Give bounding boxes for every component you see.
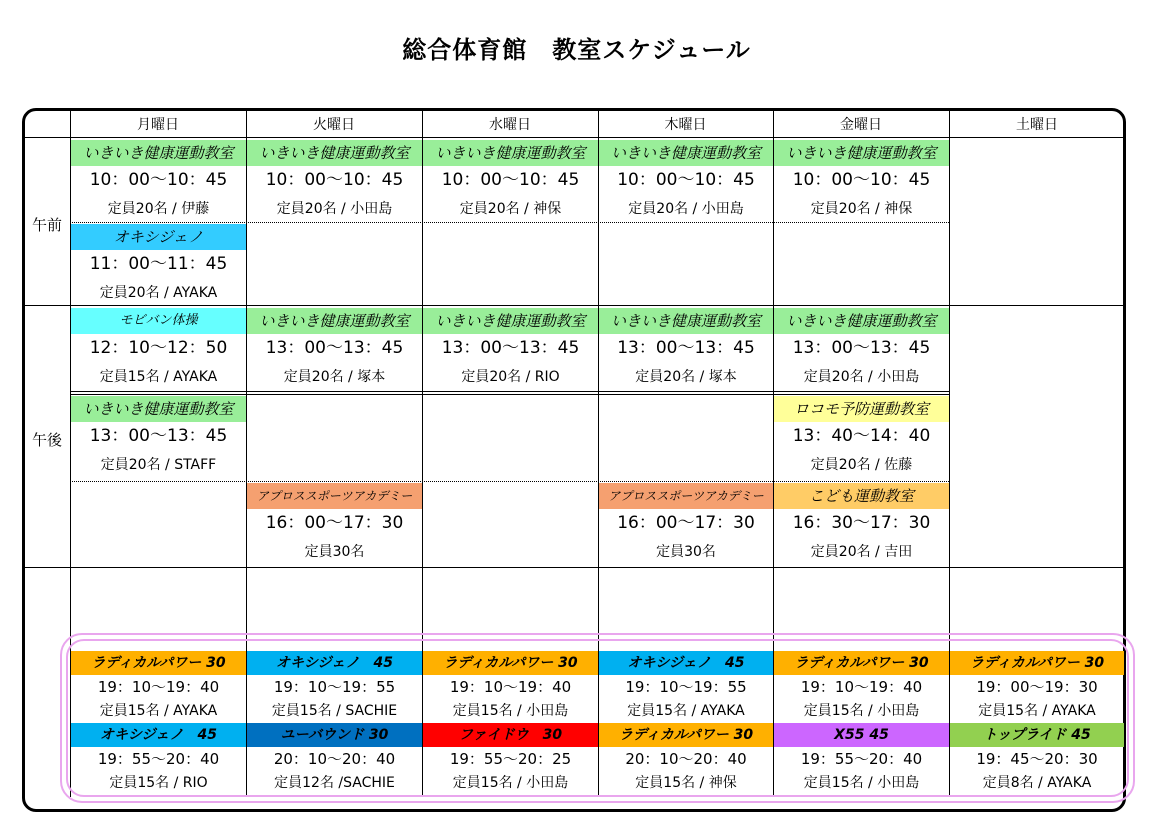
class-time: 13：00～13：45: [441, 338, 580, 358]
class-name: オキシジェノ 45: [71, 723, 246, 747]
class-time: 10：00～10：45: [89, 170, 228, 190]
class-time: 20：10～20：40: [625, 750, 747, 768]
class-capacity: 定員15名 / AYAKA: [99, 369, 218, 385]
class-cell: [599, 308, 773, 391]
class-time: 19：10～19：40: [449, 678, 572, 696]
evening-class-cell: [71, 651, 246, 723]
class-time: 19：10～19：40: [97, 678, 220, 696]
class-capacity: 定員30名: [304, 544, 365, 560]
class-time: 10：00～10：45: [617, 170, 755, 190]
class-cell: [423, 308, 598, 391]
class-capacity: 定員8名 / AYAKA: [982, 775, 1092, 791]
class-cell: [599, 140, 773, 223]
class-capacity: 定員20名 / 吉田: [810, 544, 913, 560]
class-time: 12：10～12：50: [89, 338, 228, 358]
day-header-sat: 土曜日: [1016, 117, 1058, 133]
class-capacity: 定員20名 / 塚本: [635, 369, 737, 385]
class-capacity: 定員20名 / 塚本: [283, 369, 386, 385]
class-name: オキシジェノ: [71, 224, 246, 250]
grid-line: [24, 567, 1124, 568]
class-time: 13：00～13：45: [89, 426, 228, 446]
class-name: いきいき健康運動教室: [71, 140, 246, 166]
evening-class-cell: [599, 651, 773, 723]
class-time: 13：00～13：45: [265, 338, 404, 358]
class-cell: [247, 483, 422, 566]
class-capacity: 定員15名 / AYAKA: [627, 703, 745, 719]
dotted-divider: [70, 481, 949, 482]
class-cell: [774, 140, 949, 223]
class-name: ユーバウンド 30: [247, 723, 422, 747]
class-capacity: 定員20名 / 佐藤: [810, 457, 913, 473]
day-header-fri: 金曜日: [840, 117, 882, 133]
evening-class-cell: [423, 651, 598, 723]
class-capacity: 定員15名 / 小田島: [803, 703, 920, 719]
class-capacity: 定員15名 / RIO: [109, 775, 208, 791]
class-cell: [599, 483, 773, 566]
class-name: トップライド 45: [950, 723, 1124, 747]
grid-line: [70, 391, 949, 392]
class-name: いきいき健康運動教室: [247, 140, 422, 166]
class-name: いきいき健康運動教室: [599, 140, 773, 166]
class-capacity: 定員20名 / STAFF: [100, 457, 217, 473]
class-cell: [774, 308, 949, 391]
class-time: 13：00～13：45: [792, 338, 931, 358]
class-time: 16：00～17：30: [265, 513, 404, 533]
class-capacity: 定員20名 / AYAKA: [99, 285, 218, 301]
class-name: ラディカルパワー 30: [599, 723, 773, 747]
class-name: いきいき健康運動教室: [599, 308, 773, 334]
class-name: ラディカルパワー 30: [71, 651, 246, 675]
class-time: 19：00～19：30: [976, 678, 1098, 696]
evening-class-cell: [247, 651, 422, 723]
evening-class-cell: [71, 723, 246, 795]
class-cell: [71, 308, 246, 391]
class-capacity: 定員20名 / 伊藤: [107, 201, 210, 217]
class-cell: [71, 396, 246, 479]
class-name: ラディカルパワー 30: [950, 651, 1124, 675]
class-time: 10：00～10：45: [441, 170, 580, 190]
page-title: 総合体育館 教室スケジュール: [402, 36, 751, 64]
grid-line: [24, 137, 1124, 138]
class-capacity: 定員20名 / 神保: [459, 201, 562, 217]
class-name: オキシジェノ 45: [599, 651, 773, 675]
class-cell: [71, 224, 246, 307]
class-cell: [774, 483, 949, 566]
class-capacity: 定員15名 / 小田島: [803, 775, 920, 791]
evening-class-cell: [774, 651, 949, 723]
day-header-tue: 火曜日: [313, 117, 355, 133]
class-time: 10：00～10：45: [265, 170, 404, 190]
class-cell: [247, 308, 422, 391]
class-capacity: 定員20名 / 小田島: [276, 201, 393, 217]
class-time: 13：00～13：45: [617, 338, 755, 358]
evening-class-cell: [599, 723, 773, 795]
class-name: いきいき健康運動教室: [774, 308, 949, 334]
class-capacity: 定員15名 / AYAKA: [99, 703, 218, 719]
class-capacity: 定員15名 / AYAKA: [978, 703, 1096, 719]
class-name: いきいき健康運動教室: [247, 308, 422, 334]
class-time: 16：30～17：30: [792, 513, 931, 533]
class-time: 19：10～19：40: [800, 678, 923, 696]
class-capacity: 定員15名 / 小田島: [452, 703, 569, 719]
class-time: 20：10～20：40: [273, 750, 396, 768]
evening-class-cell: [423, 723, 598, 795]
class-name: アプロススポーツアカデミー: [247, 483, 422, 509]
class-time: 19：45～20：30: [976, 750, 1098, 768]
class-name: モビバン体操: [71, 308, 246, 334]
class-time: 19：55～20：40: [800, 750, 923, 768]
day-header-wed: 水曜日: [489, 117, 531, 133]
class-time: 11：00～11：45: [89, 254, 228, 274]
evening-class-cell: [950, 723, 1124, 795]
grid-line: [70, 394, 949, 395]
class-name: オキシジェノ 45: [247, 651, 422, 675]
class-time: 13：40～14：40: [792, 426, 931, 446]
class-name: こども運動教室: [774, 483, 949, 509]
class-time: 16：00～17：30: [617, 513, 755, 533]
period-label-am: 午前: [31, 216, 62, 234]
class-time: 19：10～19：55: [625, 678, 747, 696]
class-cell: [774, 396, 949, 479]
class-capacity: 定員15名 / 神保: [635, 775, 737, 791]
evening-class-cell: [247, 723, 422, 795]
period-label-pm: 午後: [31, 431, 62, 449]
class-name: ファイドウ 30: [423, 723, 598, 747]
class-cell: [423, 140, 598, 223]
class-name: X55 45: [774, 723, 949, 747]
class-time: 10：00～10：45: [792, 170, 931, 190]
class-name: いきいき健康運動教室: [423, 308, 598, 334]
class-capacity: 定員12名 /SACHIE: [274, 775, 395, 791]
class-capacity: 定員20名 / 小田島: [628, 201, 744, 217]
evening-class-cell: [950, 651, 1124, 723]
class-name: ラディカルパワー 30: [423, 651, 598, 675]
class-capacity: 定員20名 / 小田島: [803, 369, 920, 385]
class-time: 19：10～19：55: [273, 678, 396, 696]
class-capacity: 定員15名 / 小田島: [452, 775, 569, 791]
class-time: 19：55～20：25: [449, 750, 572, 768]
class-time: 19：55～20：40: [97, 750, 220, 768]
class-name: アプロススポーツアカデミー: [599, 483, 773, 509]
day-header-mon: 月曜日: [137, 117, 179, 133]
class-name: いきいき健康運動教室: [423, 140, 598, 166]
class-name: いきいき健康運動教室: [774, 140, 949, 166]
class-name: いきいき健康運動教室: [71, 396, 246, 422]
class-name: ラディカルパワー 30: [774, 651, 949, 675]
class-cell: [247, 140, 422, 223]
class-capacity: 定員20名 / RIO: [461, 369, 560, 385]
class-capacity: 定員15名 / SACHIE: [271, 703, 398, 719]
class-name: ロコモ予防運動教室: [774, 396, 949, 422]
evening-class-cell: [774, 723, 949, 795]
day-header-thu: 木曜日: [664, 117, 707, 133]
class-capacity: 定員20名 / 神保: [810, 201, 913, 217]
class-cell: [71, 140, 246, 223]
class-capacity: 定員30名: [656, 544, 716, 560]
